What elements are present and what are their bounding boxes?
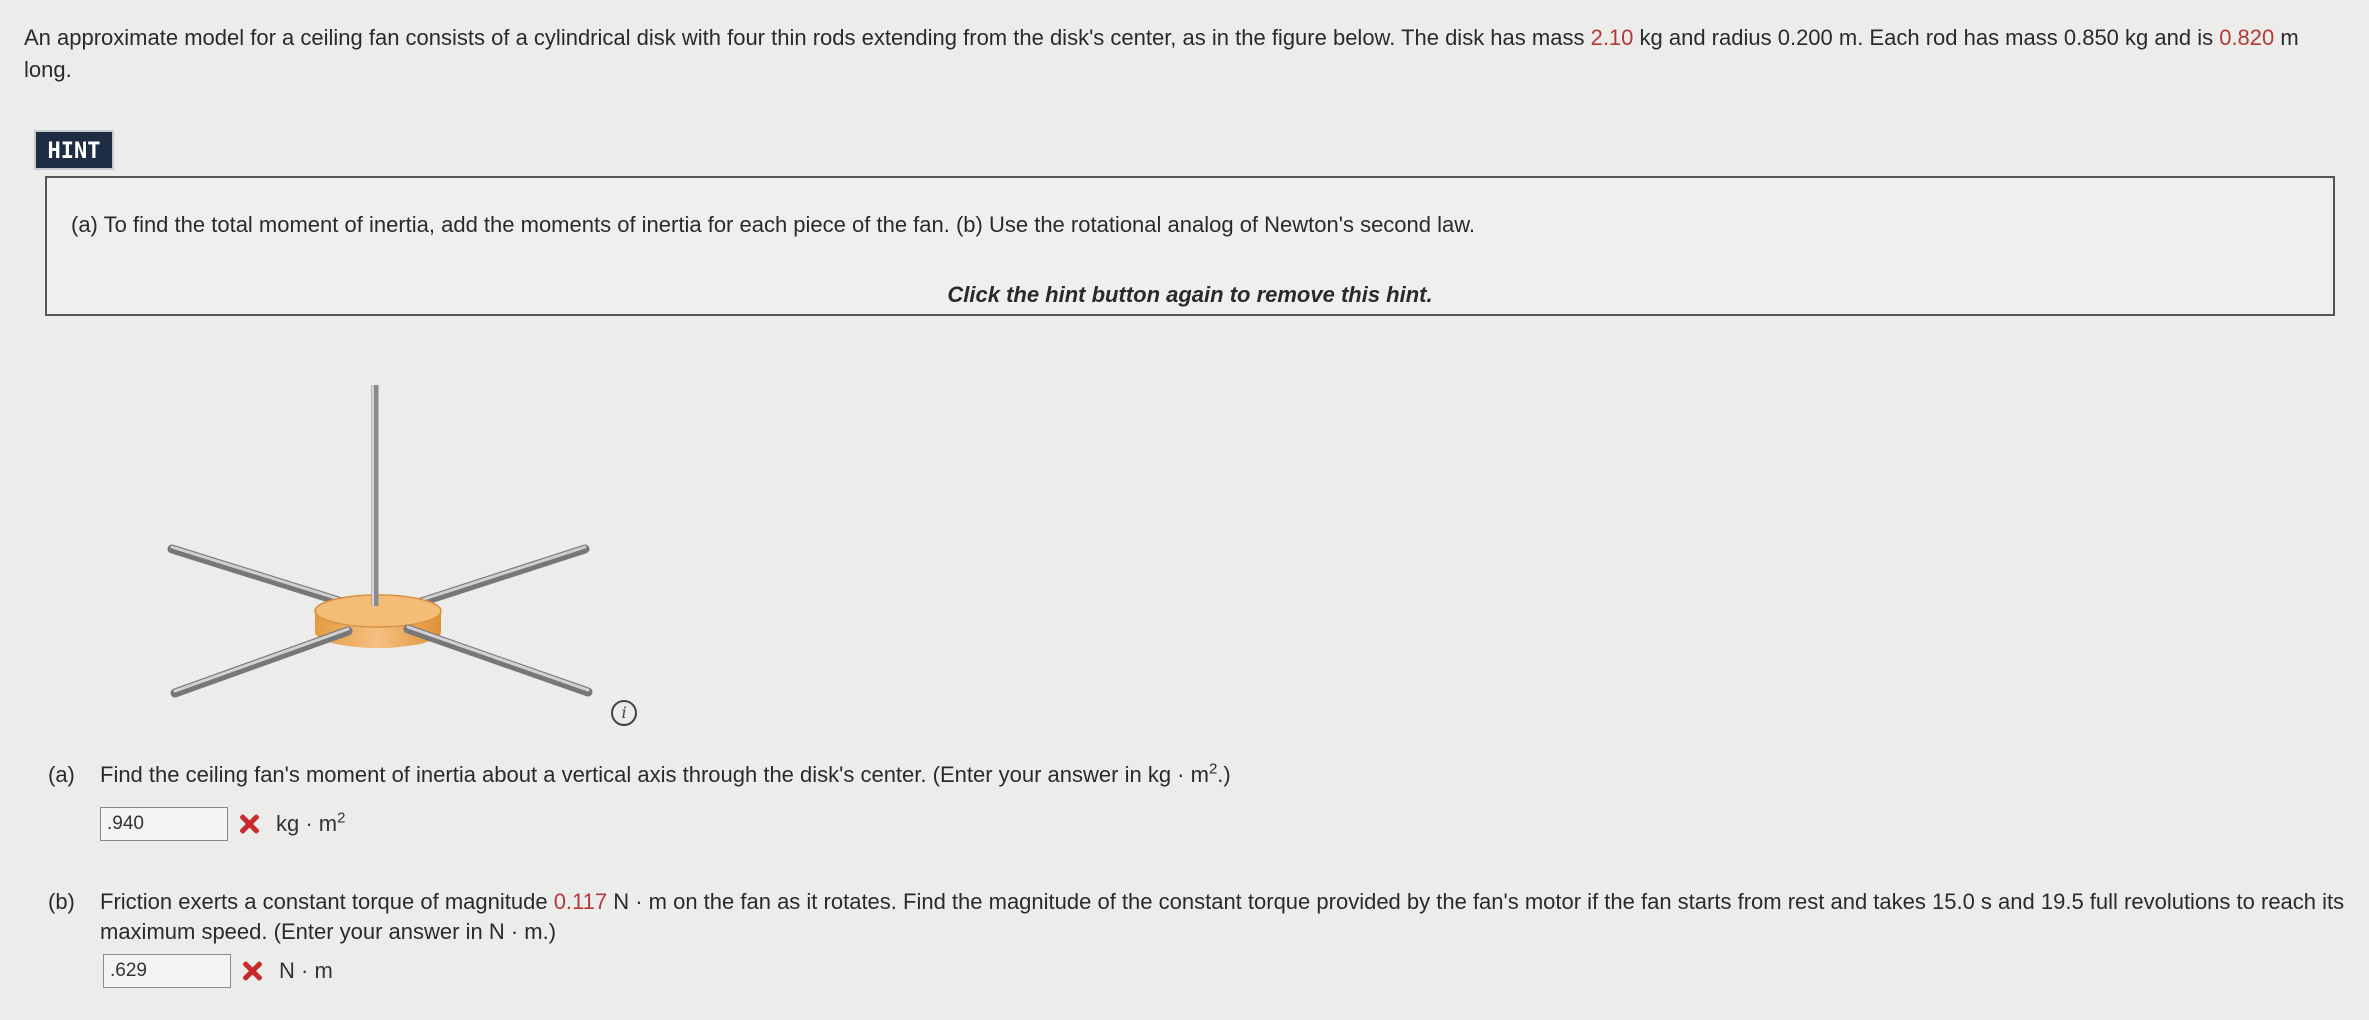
- part-a-label: (a): [48, 762, 75, 787]
- problem-text-1: An approximate model for a ceiling fan consists of a cylindrical disk with four thin rods extending from the disk's center, as in the figure below. The disk has mass: [24, 25, 1591, 50]
- part-a-unit-text: kg · m: [276, 811, 338, 836]
- hint-remove-note: Click the hint button again to remove this hint.: [947, 282, 1433, 307]
- hint-button[interactable]: HINT: [34, 130, 114, 170]
- part-a-question-text: Find the ceiling fan's moment of inertia about a vertical axis through the disk's center. (Enter your answer in kg · m: [100, 762, 1209, 787]
- ceiling-fan-figure: [150, 370, 650, 730]
- part-b-label: (b): [48, 889, 75, 914]
- part-b-text-1: Friction exerts a constant torque of magnitude: [100, 889, 554, 914]
- rod-length-value: 0.820: [2219, 25, 2275, 50]
- part-a-question-end: .): [1217, 762, 1231, 787]
- info-icon[interactable]: i: [611, 700, 637, 726]
- part-b-question: [48, 887, 2348, 949]
- part-b-text-2: N · m on the fan as it rotates. Find the magnitude of the constant torque provided by the fan's motor if the fan starts from rest and takes 15.0 s and 19.5 full revolutions to reach its maximum speed. (Enter your answer in N · m.): [100, 889, 2345, 944]
- part-a-question: [48, 760, 2348, 794]
- part-a-answer-input[interactable]: [100, 807, 228, 841]
- hint-box: [45, 176, 2335, 316]
- rod-back-right: [418, 549, 585, 603]
- rod-front-right: [408, 629, 588, 692]
- fan-illustration: [150, 370, 650, 730]
- part-a-unit: [276, 811, 345, 837]
- problem-text-2: kg and radius 0.200 m. Each rod has mass 0.850 kg and is: [1633, 25, 2220, 50]
- hint-text: (a) To find the total moment of inertia, add the moments of inertia for each piece of the fan. (b) Use the rotational analog of Newton's second law.: [71, 212, 1476, 237]
- part-b-answer-input[interactable]: [103, 954, 231, 988]
- part-a-question-exponent: 2: [1208, 760, 1218, 778]
- part-a-answer-row: [100, 807, 345, 841]
- part-b-unit: N · m: [279, 958, 333, 983]
- incorrect-x-icon: [238, 813, 260, 835]
- rod-front-left: [175, 631, 348, 693]
- part-a-unit-exponent: 2: [337, 809, 346, 827]
- incorrect-x-icon: [241, 960, 263, 982]
- rod-back-left: [172, 549, 345, 603]
- part-b-answer-row: [103, 954, 333, 988]
- friction-torque-value: 0.117: [553, 889, 608, 914]
- problem-statement: [24, 22, 2344, 86]
- problem-text-3: m long.: [24, 25, 2299, 82]
- disk-mass-value: 2.10: [1590, 25, 1634, 50]
